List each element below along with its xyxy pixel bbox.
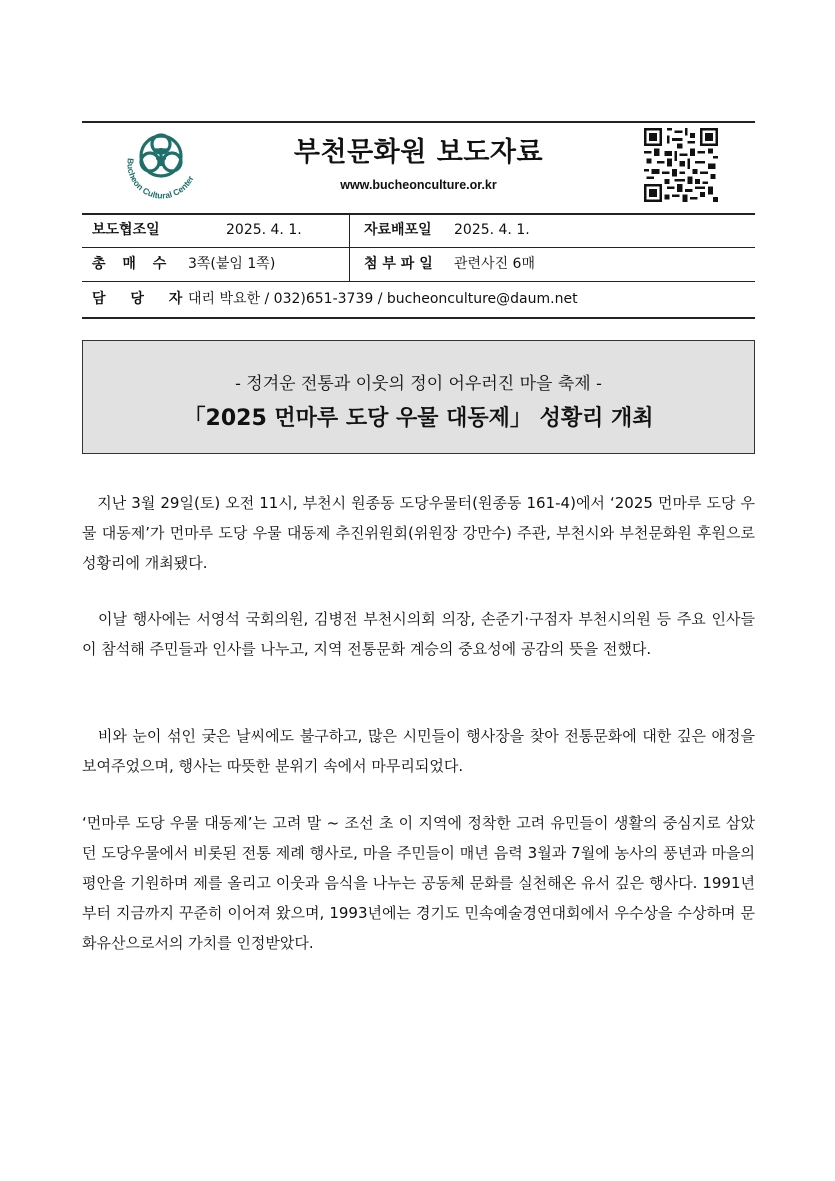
release-date-value: 2025. 4. 1. — [454, 222, 530, 238]
body-paragraph-1: 지난 3월 29일(토) 오전 11시, 부천시 원종동 도당우물터(원종동 161-4)에서 ‘2025 먼마루 도당 우물 대동제’가 먼마루 도당 우물 대동제 추진위원회(위원장 강만수) 주관, 부천시와 부천문화원 후원으로 성황리에 개최됐다. — [82, 494, 755, 572]
subject-box — [82, 340, 755, 454]
pages-label: 총 매 수 — [92, 256, 173, 272]
qr-code-icon[interactable] — [644, 128, 718, 202]
release-date-label: 자료배포일 — [364, 222, 432, 238]
press-date-value: 2025. 4. 1. — [226, 222, 302, 238]
headline: 「2025 먼마루 도당 우물 대동제」 성황리 개최 — [183, 406, 654, 431]
body-paragraph-4: ‘먼마루 도당 우물 대동제’는 고려 말 ~ 조선 초 이 지역에 정착한 고려 유민들이 생활의 중심지로 삼았던 도당우물에서 비롯된 전통 제례 행사로, 마을 주민들이 매년 음력 3월과 7월에 농사의 풍년과 마을의 평안을 기원하며 제를 올리고 이웃과 음식을 나누는 공동체 문화를 실천해온 유서 깊은 행사다. 1991년부터 지금까지 꾸준히 이어져 왔으며, 1993년에는 경기도 민속예술경연대회에서 우수상을 수상하며 문화유산으로서의 가치를 인정받았다. — [82, 814, 755, 952]
page-title: 부천문화원 보도자료 — [293, 137, 544, 168]
info-row-dates — [82, 213, 755, 247]
info-bottom-rule — [82, 317, 755, 319]
website-link[interactable]: www.bucheonculture.or.kr — [340, 178, 497, 192]
info-vertical-divider — [349, 213, 350, 281]
press-header — [82, 122, 755, 212]
press-date-label: 보도협조일 — [92, 222, 160, 238]
subtitle: - 정겨운 전통과 이웃의 정이 어우러진 마을 축제 - — [235, 374, 602, 394]
contact-label: 담 당 자 — [92, 291, 193, 307]
info-row-pages — [82, 247, 755, 281]
info-row-contact — [82, 282, 755, 316]
logo-text: Bucheon Cultural Center — [125, 157, 196, 201]
attachments-value: 관련사진 6매 — [454, 256, 535, 272]
body-paragraph-2: 이날 행사에는 서영석 국회의원, 김병전 부천시의회 의장, 손준기·구점자 부천시의원 등 주요 인사들이 참석해 주민들과 인사를 나누고, 지역 전통문화 계승의 중요성에 공감의 뜻을 전했다. — [82, 610, 755, 658]
body-paragraph-3: 비와 눈이 섞인 궂은 날씨에도 불구하고, 많은 시민들이 행사장을 찾아 전통문화에 대한 깊은 애정을 보여주었으며, 행사는 따뜻한 분위기 속에서 마무리되었다. — [82, 727, 755, 775]
pages-value: 3쪽(붙임 1쪽) — [188, 256, 276, 272]
attachments-label: 첨 부 파 일 — [364, 256, 433, 272]
contact-value[interactable]: 대리 박요한 / 032)651-3739 / bucheonculture@daum.net — [188, 291, 578, 307]
